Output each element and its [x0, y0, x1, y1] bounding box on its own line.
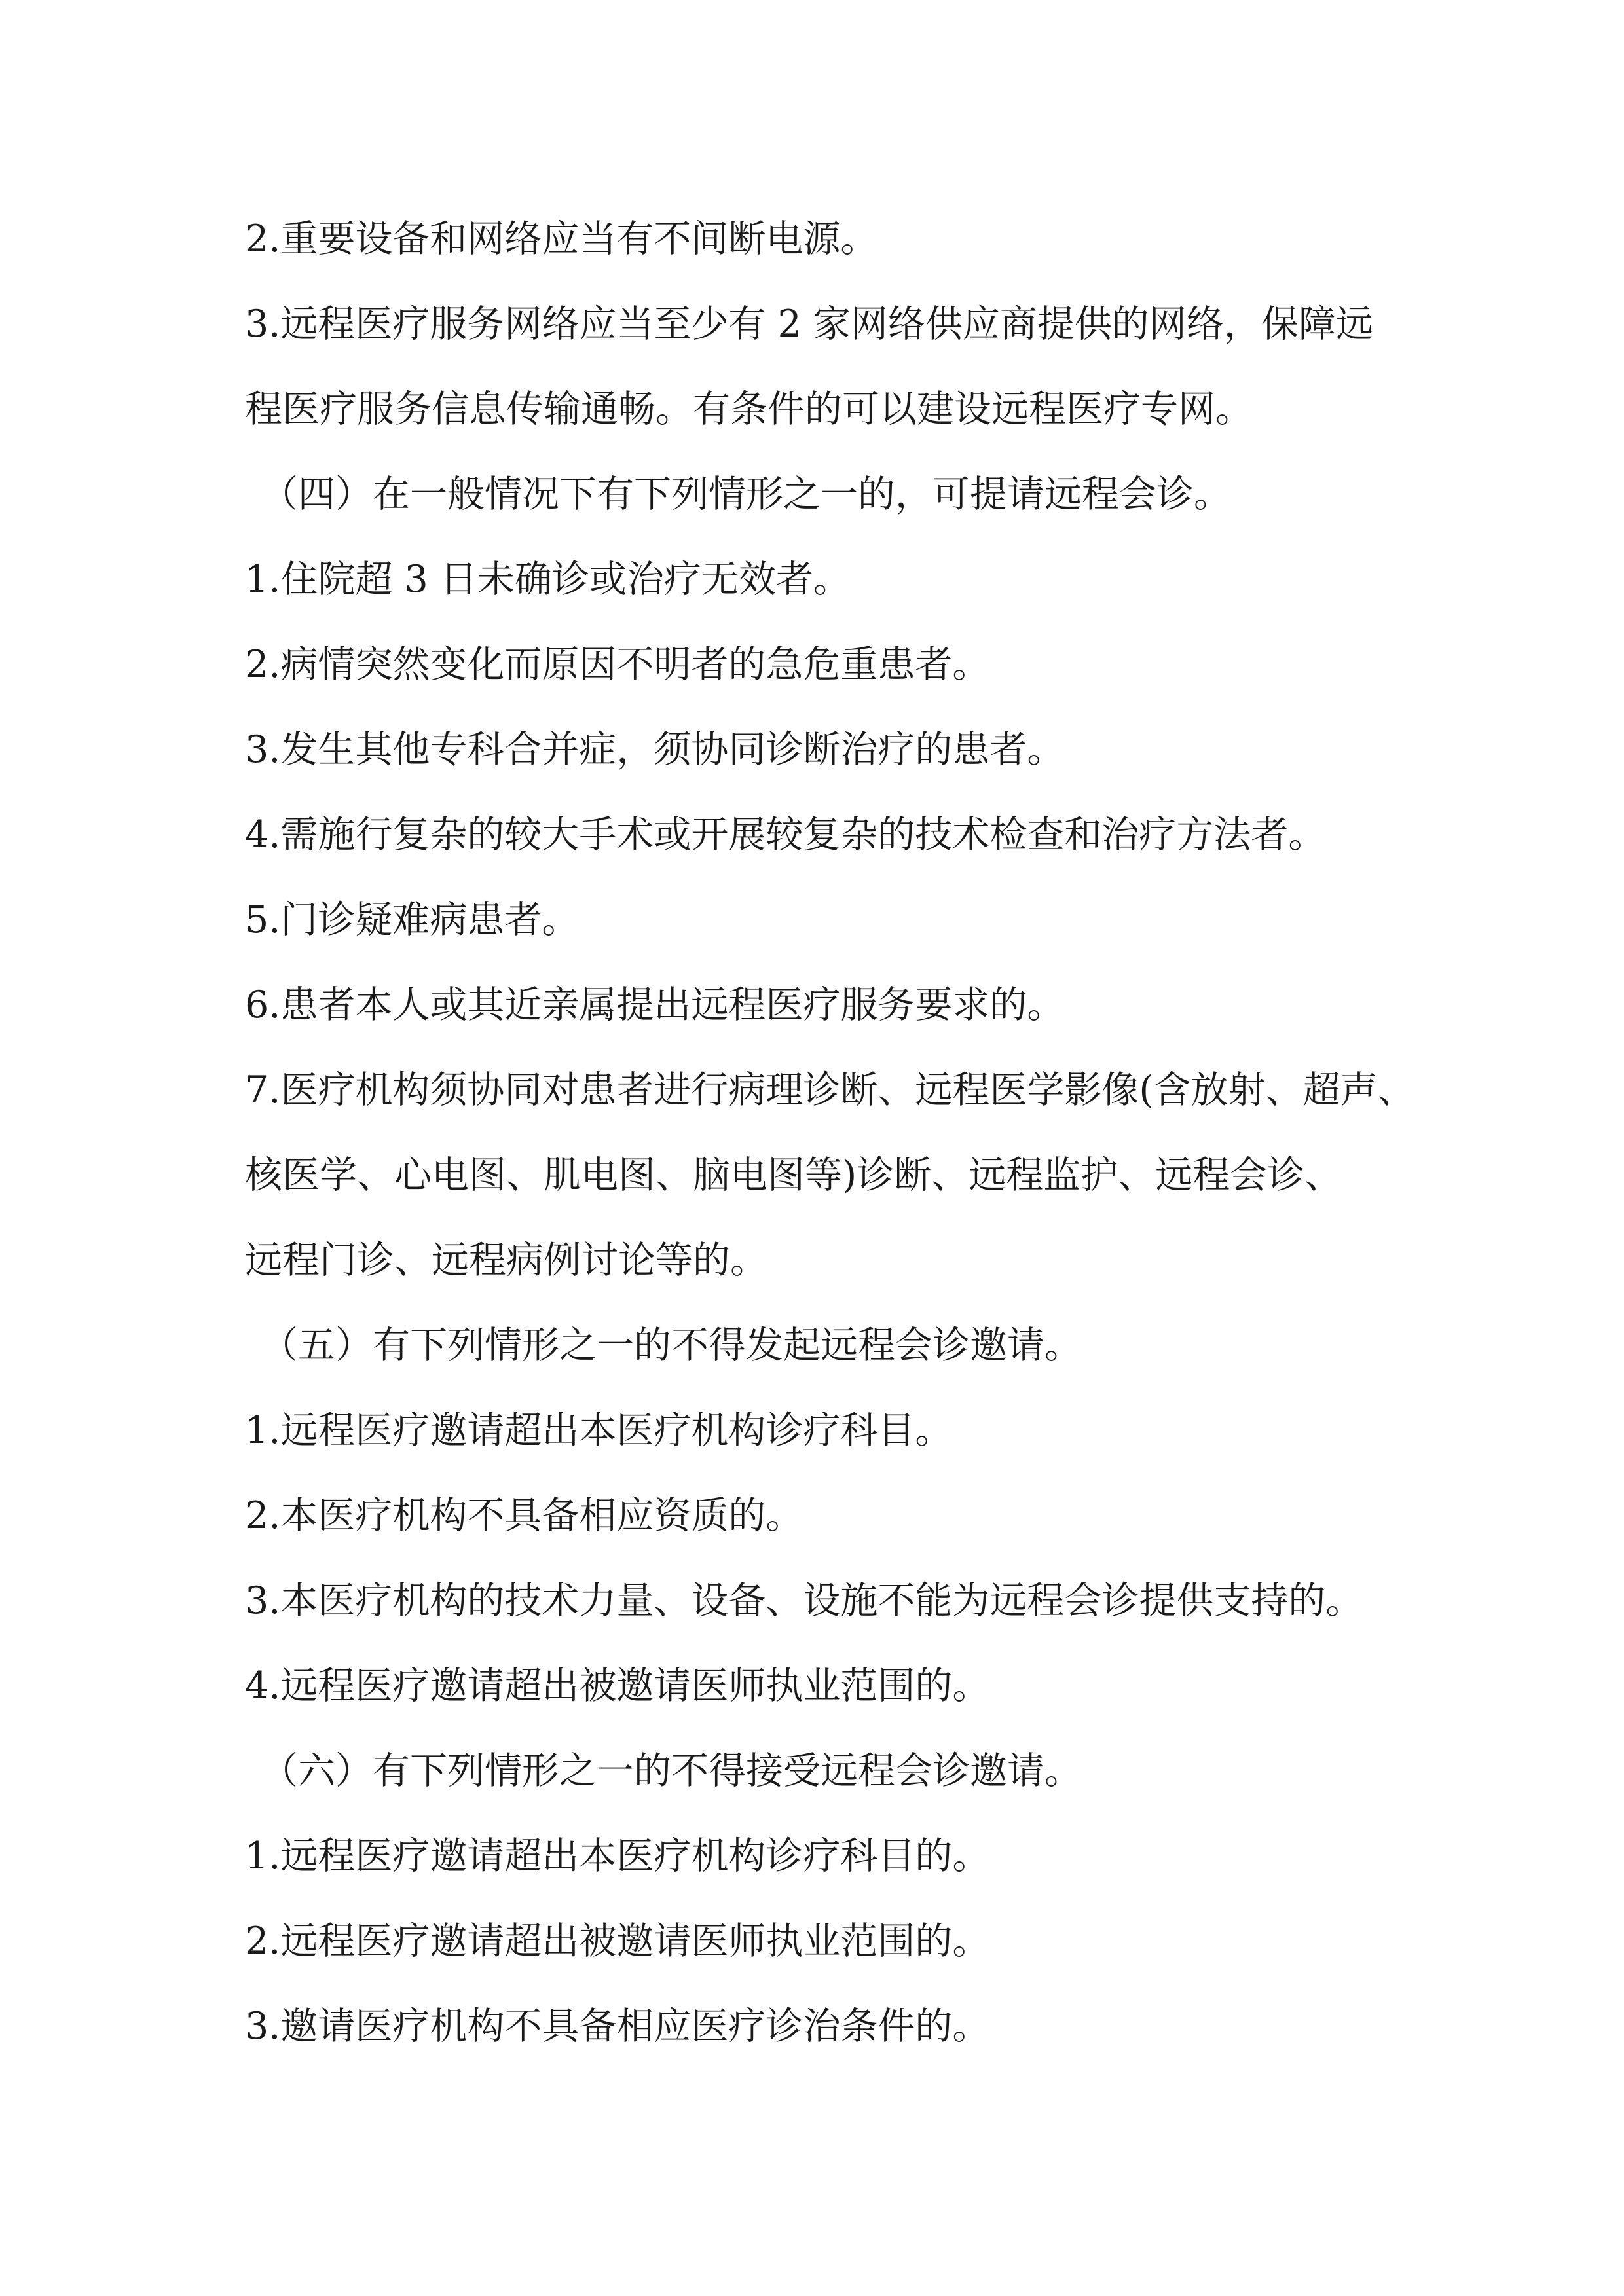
text-line: 3.发生其他专科合并症，须协同诊断治疗的患者。 [245, 728, 1065, 771]
section-heading: （五）有下列情形之一的不得发起远程会诊邀请。 [261, 1324, 1082, 1367]
text-line: 2.重要设备和网络应当有不间断电源。 [245, 217, 878, 261]
text-line: 4.需施行复杂的较大手术或开展较复杂的技术检查和治疗方法者。 [245, 813, 1326, 856]
text-line: 2.本医疗机构不具备相应资质的。 [245, 1494, 803, 1537]
text-line: 3.邀请医疗机构不具备相应医疗诊治条件的。 [245, 2005, 990, 2048]
text-line: 4.远程医疗邀请超出被邀请医师执业范围的。 [245, 1664, 990, 1707]
section-heading: （六）有下列情形之一的不得接受远程会诊邀请。 [261, 1749, 1082, 1793]
text-line: 5.门诊疑难病患者。 [245, 898, 580, 941]
text-line: 1.远程医疗邀请超出本医疗机构诊疗科目。 [245, 1409, 953, 1452]
text-line: 1.住院超 3 日未确诊或治疗无效者。 [245, 558, 851, 601]
text-line: 远程门诊、远程病例讨论等的。 [245, 1239, 767, 1282]
text-line: 3.远程医疗服务网络应当至少有 2 家网络供应商提供的网络，保障远 [245, 302, 1373, 346]
text-line: 1.远程医疗邀请超出本医疗机构诊疗科目的。 [245, 1834, 990, 1878]
text-line: 2.远程医疗邀请超出被邀请医师执业范围的。 [245, 1920, 990, 1963]
section-heading: （四）在一般情况下有下列情形之一的，可提请远程会诊。 [261, 473, 1231, 516]
text-line: 程医疗服务信息传输通畅。有条件的可以建设远程医疗专网。 [245, 388, 1253, 431]
text-line: 3.本医疗机构的技术力量、设备、设施不能为远程会诊提供支持的。 [245, 1579, 1363, 1622]
text-line: 2.病情突然变化而原因不明者的急危重患者。 [245, 643, 990, 686]
text-line: 核医学、心电图、肌电图、脑电图等)诊断、远程监护、远程会诊、 [245, 1154, 1342, 1197]
text-line: 6.患者本人或其近亲属提出远程医疗服务要求的。 [245, 983, 1065, 1027]
text-line: 7.医疗机构须协同对患者进行病理诊断、远程医学影像(含放射、超声、 [245, 1068, 1415, 1112]
